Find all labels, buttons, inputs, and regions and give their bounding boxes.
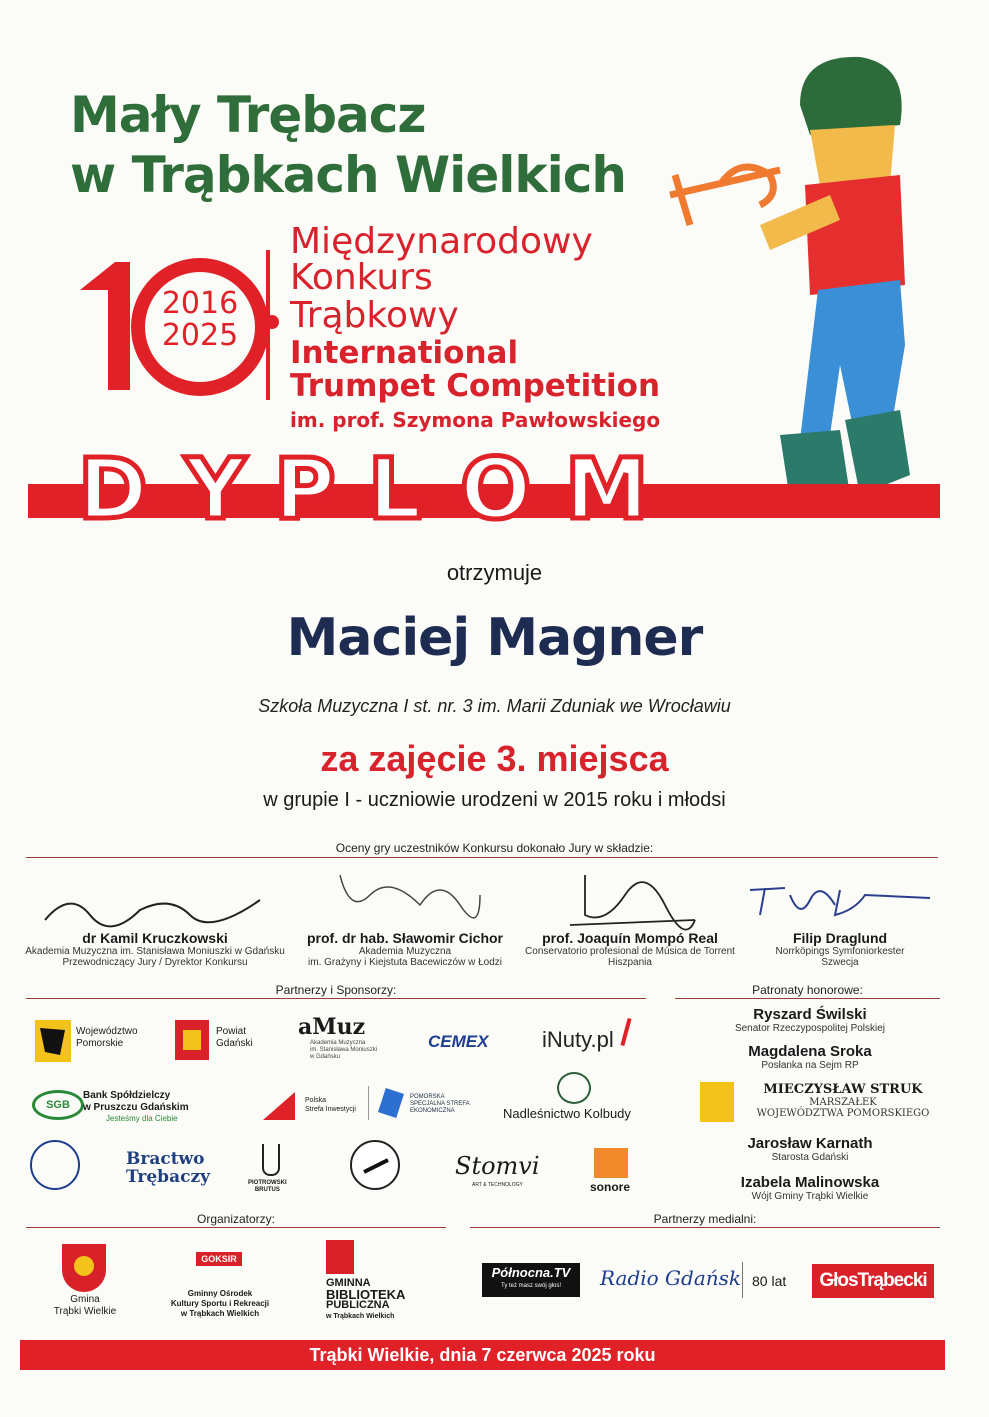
place-award: za zajęcie 3. miejsca xyxy=(320,738,669,779)
patron: Magdalena Sroka Posłanka na Sejm RP xyxy=(748,1043,872,1071)
competition-line5: Trumpet Competition xyxy=(290,368,661,404)
title-line2: w Trąbkach Wielkich xyxy=(70,146,626,204)
piotrowski-logo xyxy=(262,1144,280,1176)
partner-pomorska: POMORSKA SPECJALNA STREFA EKONOMICZNA xyxy=(410,1094,470,1114)
patron: Jarosław Karnath Starosta Gdański xyxy=(747,1135,873,1163)
partner-seal xyxy=(30,1140,80,1190)
signature xyxy=(565,865,705,935)
patron: Izabela Malinowska Wójt Gminy Trąbki Wielkie xyxy=(740,1174,880,1202)
trumpeter-illustration xyxy=(660,45,920,505)
partner-bractwo: Bractwo Trębaczy xyxy=(126,1149,210,1187)
jury-member: prof. Joaquín Mompó Real Conservatorio profesional de Música de Torrent Hiszpania xyxy=(525,930,735,968)
powiat-crest xyxy=(175,1020,209,1060)
patron: MIECZYSŁAW STRUK MARSZAŁEK WOJEWÓDZTWA POMORSKIEGO xyxy=(756,1082,930,1119)
receives-label: otrzymuje xyxy=(446,560,543,585)
divider xyxy=(742,1262,743,1298)
jury-header: Oceny gry uczestników Konkursu dokonało Jury w składzie: xyxy=(335,841,654,855)
pomorskie-crest xyxy=(700,1082,734,1122)
jury-member: prof. dr hab. Sławomir Cichor Akademia Muzyczna im. Grażyny i Kiejstuta Bacewiczów w Łodzi xyxy=(306,930,504,968)
divider xyxy=(26,998,646,999)
dyplom-letter: M xyxy=(565,440,649,538)
gmina-crest xyxy=(62,1244,106,1292)
partner-wojewodztwo: Województwo Pomorskie xyxy=(76,1026,138,1049)
recipient-name: Maciej Magner xyxy=(286,608,703,668)
jury-member: dr Kamil Kruczkowski Akademia Muzyczna im. Stanisława Moniuszki w Gdańsku Przewodniczący Jury / Dyrektor Konkursu xyxy=(25,930,285,968)
partner-strefa: Polska Strefa Inwestycji xyxy=(305,1097,356,1113)
partner-bank: Bank Spółdzielczy w Pruszczu Gdańskim xyxy=(83,1090,189,1113)
amuz-subtitle: Akademia Muzyczna im. Stanisława Moniuszki w Gdańsku xyxy=(310,1040,378,1060)
pomorskie-crest xyxy=(35,1020,71,1062)
sonore-logo xyxy=(594,1148,628,1178)
signature xyxy=(330,865,490,925)
organizer-library: GMINNA BIBLIOTEKA PUBLICZNA w Trąbkach Wielkich xyxy=(326,1277,406,1320)
media-radio-gdansk: Radio Gdańsk xyxy=(600,1266,742,1290)
media-header: Partnerzy medialni: xyxy=(653,1212,757,1226)
organizers-header: Organizatorzy: xyxy=(196,1212,276,1226)
partner-amuz: aMuz xyxy=(298,1014,366,1040)
footer-date: Trąbki Wielkie, dnia 7 czerwca 2025 roku xyxy=(20,1340,945,1370)
partner-powiat: Powiat Gdański xyxy=(216,1026,253,1049)
strefa-logo xyxy=(263,1092,295,1120)
divider xyxy=(675,998,940,999)
group-description: w grupie I - uczniowie urodzeni w 2015 roku i młodsi xyxy=(263,789,726,811)
partner-sgb: SGB xyxy=(32,1090,84,1120)
dyplom-letter: L xyxy=(368,440,422,538)
dyplom-letter: D xyxy=(78,440,148,538)
patronat-header: Patronaty honorowe: xyxy=(752,983,863,997)
partner-stomvi: Stomvi xyxy=(455,1152,540,1180)
patron: Ryszard Świlski Senator Rzeczypospolitej Polskiej xyxy=(734,1006,886,1034)
partner-inuty: iNuty.pl xyxy=(542,1027,614,1052)
signature xyxy=(745,880,935,925)
competition-line2: Konkurs xyxy=(290,257,433,298)
partners-header: Partnerzy i Sponsorzy: xyxy=(275,983,397,997)
library-logo xyxy=(326,1240,354,1274)
signature xyxy=(40,880,270,930)
partner-nadlesnictwo: Nadleśnictwo Kolbudy xyxy=(503,1106,631,1121)
divider xyxy=(26,1227,446,1228)
competition-line3: Trąbkowy xyxy=(290,295,459,336)
dyplom-letter: Y xyxy=(185,440,246,538)
goksir-subtitle: Gminny Ośrodek Kultury Sportu i Rekreacji w Trąbkach Wielkich xyxy=(170,1289,270,1318)
competition-line4: International xyxy=(290,335,519,371)
bank-slogan: Jesteśmy dla Ciebie xyxy=(106,1114,178,1123)
organizer-gmina: Gmina Trąbki Wielkie xyxy=(53,1294,117,1317)
dyplom-letter: P xyxy=(274,440,336,538)
media-glos-trabecki: GłosTrąbecki xyxy=(812,1264,934,1298)
organizer-goksir: GOKSIR xyxy=(196,1252,242,1266)
dyplom-letter: O xyxy=(460,440,532,538)
media-80-lat: 80 lat xyxy=(752,1273,787,1289)
stomvi-subtitle: ART & TECHNOLOGY xyxy=(472,1182,523,1188)
divider xyxy=(26,857,938,858)
pomorska-logo xyxy=(378,1088,404,1118)
media-polnocna: Północna.TV Ty też masz swój głos! xyxy=(482,1263,580,1297)
school-name: Szkoła Muzyczna I st. nr. 3 im. Marii Zduniak we Wrocławiu xyxy=(258,696,731,716)
years-range: 2016 2025 xyxy=(161,286,239,353)
trumpeter-club-logo xyxy=(350,1140,400,1190)
divider xyxy=(470,1227,940,1228)
partner-sonore: sonore xyxy=(590,1180,631,1194)
competition-line6: im. prof. Szymona Pawłowskiego xyxy=(290,408,661,432)
nadlesnictwo-logo xyxy=(557,1072,591,1104)
title-line1: Mały Trębacz xyxy=(70,86,426,144)
divider xyxy=(368,1086,369,1120)
competition-line1: Międzynarodowy xyxy=(290,221,593,262)
inuty-accent xyxy=(620,1018,631,1046)
partner-cemex: CEMEX xyxy=(428,1032,489,1051)
jury-member: Filip Draglund Norrköpings Symfoniorkester Szwecja xyxy=(775,930,905,968)
partner-piotrowski: PIOTROWSKI BRUTUS xyxy=(248,1180,287,1193)
